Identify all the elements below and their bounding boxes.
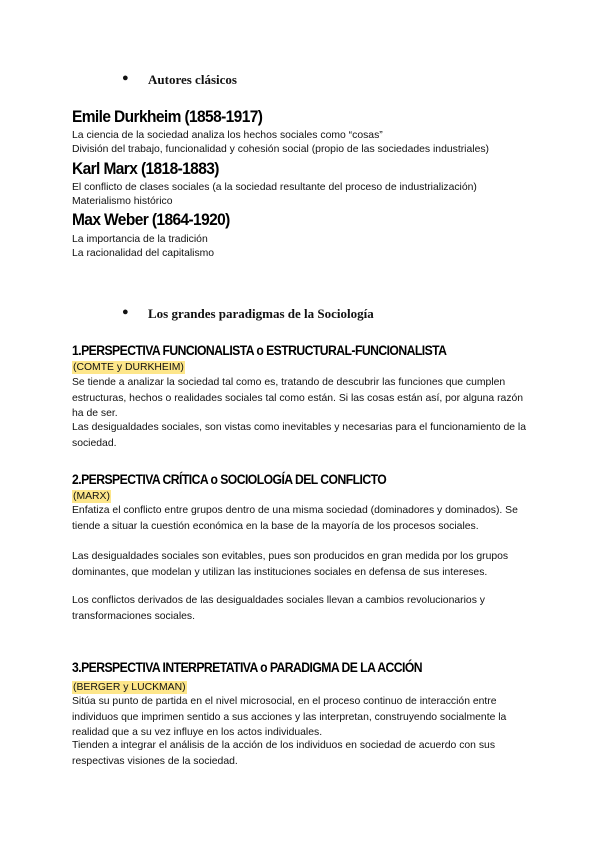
section-heading-text: Los grandes paradigmas de la Sociología bbox=[148, 306, 374, 321]
perspective-title: 3.PERSPECTIVA INTERPRETATIVA o PARADIGMA DE LA ACCIÓN bbox=[72, 660, 423, 676]
perspective-paragraph: Enfatiza el conflicto entre grupos dentro de una misma sociedad (dominadores y dominados). Se tiende a situar la cuestión económica en la base de la mayoría de los procesos sociales. bbox=[72, 505, 518, 532]
section-heading-autores bbox=[122, 72, 237, 88]
perspective-paragraph: Tienden a integrar el análisis de la acción de los individuos en sociedad de acuerdo con sus respectivas visiones de la sociedad. bbox=[72, 740, 496, 767]
perspective-paragraph: Los conflictos derivados de las desigualdades sociales llevan a cambios revolucionarios y transformaciones sociales. bbox=[72, 595, 485, 622]
author-name: Karl Marx (1818-1883) bbox=[72, 160, 219, 179]
bullet-icon: ● bbox=[122, 72, 129, 84]
section-heading-text: Autores clásicos bbox=[148, 72, 237, 87]
perspective-authors-highlight: (BERGER y LUCKMAN) bbox=[73, 682, 186, 693]
author-name: Max Weber (1864-1920) bbox=[72, 211, 230, 230]
perspective-authors-highlight: (COMTE y DURKHEIM) bbox=[73, 362, 184, 373]
author-line: Materialismo histórico bbox=[72, 196, 173, 207]
perspective-title: 2.PERSPECTIVA CRÍTICA o SOCIOLOGÍA DEL CONFLICTO bbox=[72, 472, 387, 488]
author-line: La importancia de la tradición bbox=[72, 234, 208, 245]
author-name: Emile Durkheim (1858-1917) bbox=[72, 108, 263, 127]
author-line: División del trabajo, funcionalidad y cohesión social (propio de las sociedades industriales) bbox=[72, 144, 490, 155]
author-line: La ciencia de la sociedad analiza los hechos sociales como “cosas” bbox=[72, 130, 383, 141]
perspective-authors-highlight: (MARX) bbox=[73, 491, 110, 502]
bullet-icon: ● bbox=[122, 306, 129, 318]
perspective-paragraph: Las desigualdades sociales son evitables, pues son producidos en gran medida por los grupos dominantes, que modelan y utilizan las instituciones sociales en defensa de sus intereses. bbox=[72, 551, 509, 578]
author-line: El conflicto de clases sociales (a la sociedad resultante del proceso de industrialización) bbox=[72, 182, 477, 193]
section-heading-paradigmas bbox=[122, 306, 374, 322]
author-line: La racionalidad del capitalismo bbox=[72, 248, 215, 259]
perspective-title: 1.PERSPECTIVA FUNCIONALISTA o ESTRUCTURAL-FUNCIONALISTA bbox=[72, 343, 447, 359]
perspective-paragraph: Las desigualdades sociales, son vistas como inevitables y necesarias para el funcionamiento de la sociedad. bbox=[72, 422, 526, 449]
perspective-paragraph: Se tiende a analizar la sociedad tal como es, tratando de descubrir las funciones que cumplen estructuras, hechos o realidades sociales tal como están. Si las cosas están así, por alguna razón ha de ser. bbox=[72, 377, 524, 420]
perspective-paragraph: Sitúa su punto de partida en el nivel microsocial, en el proceso continuo de interacción entre individuos que imprimen sentido a sus acciones y las interpretan, construyendo socialmente la realidad que a su vez influye en los actos individuales. bbox=[72, 696, 507, 739]
